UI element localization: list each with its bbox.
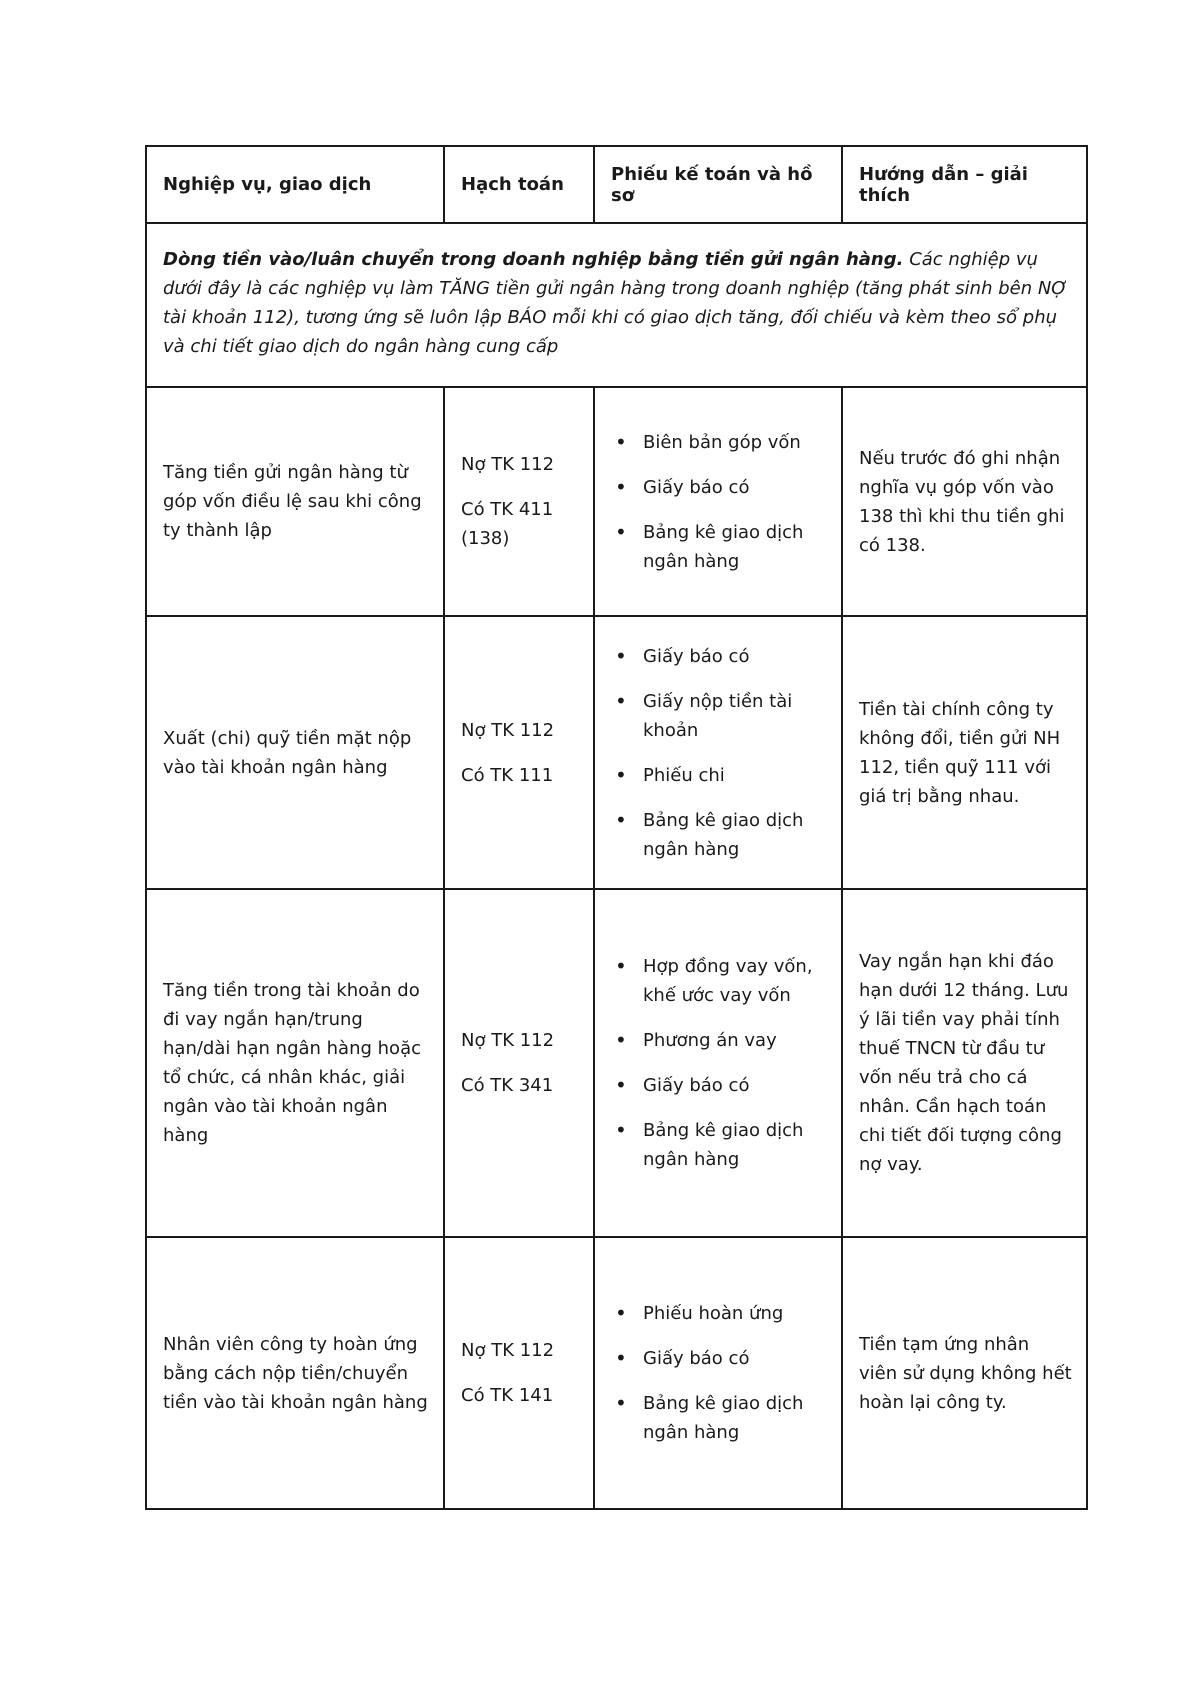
accounting-table	[145, 145, 1088, 1510]
document-item: • Phương án vay	[643, 1026, 827, 1055]
credit-entry: Có TK 141	[461, 1385, 554, 1406]
note-cell: Vay ngắn hạn khi đáo hạn dưới 12 tháng. Lưu ý lãi tiền vay phải tính thuế TNCN từ đầu tư vốn nếu trả cho cá nhân. Cần hạch toán chi tiết đối tượng công nợ vay.	[842, 889, 1087, 1237]
document-item: • Phiếu chi	[643, 761, 827, 790]
table-row	[146, 616, 1087, 889]
transaction-cell: Nhân viên công ty hoàn ứng bằng cách nộp tiền/chuyển tiền vào tài khoản ngân hàng	[146, 1237, 444, 1509]
document-item: • Giấy báo có	[643, 642, 827, 671]
documents-list	[611, 642, 827, 864]
accounting-cell	[444, 387, 594, 616]
header-accounting: Hạch toán	[444, 146, 594, 223]
table-row	[146, 387, 1087, 616]
table-row	[146, 889, 1087, 1237]
note-cell: Nếu trước đó ghi nhận nghĩa vụ góp vốn vào 138 thì khi thu tiền ghi có 138.	[842, 387, 1087, 616]
intro-row	[146, 223, 1087, 387]
note-cell: Tiền tạm ứng nhân viên sử dụng không hết hoàn lại công ty.	[842, 1237, 1087, 1509]
transaction-cell: Xuất (chi) quỹ tiền mặt nộp vào tài khoản ngân hàng	[146, 616, 444, 889]
header-guidance: Hướng dẫn – giải thích	[842, 146, 1087, 223]
debit-entry: Nợ TK 112	[461, 454, 555, 475]
document-item: • Bảng kê giao dịch ngân hàng	[643, 1116, 827, 1174]
documents-cell	[594, 889, 842, 1237]
intro-text	[146, 223, 1087, 387]
document-item: • Bảng kê giao dịch ngân hàng	[643, 518, 827, 576]
document-item: • Phiếu hoàn ứng	[643, 1299, 827, 1328]
document-item: • Giấy báo có	[643, 1344, 827, 1373]
document-item: • Bảng kê giao dịch ngân hàng	[643, 1389, 827, 1447]
table-row	[146, 1237, 1087, 1509]
credit-entry: Có TK 341	[461, 1075, 554, 1096]
document-item: • Giấy nộp tiền tài khoản	[643, 687, 827, 745]
credit-entry: Có TK 111	[461, 764, 554, 786]
debit-entry: Nợ TK 112	[461, 1340, 555, 1361]
document-item: • Giấy báo có	[643, 473, 827, 502]
debit-entry: Nợ TK 112	[461, 1030, 555, 1051]
document-item: • Biên bản góp vốn	[643, 428, 827, 457]
documents-list	[611, 952, 827, 1174]
documents-cell	[594, 387, 842, 616]
documents-cell	[594, 1237, 842, 1509]
debit-entry: Nợ TK 112	[461, 719, 555, 741]
intro-body: Các nghiệp vụ dưới đây là các nghiệp vụ làm TĂNG tiền gửi ngân hàng trong doanh nghiệp (tăng phát sinh bên NỢ tài khoản 112), tương ứng sẽ luôn lập BÁO mỗi khi có giao dịch tăng, đối chiếu và kèm theo sổ phụ và chi tiết giao dịch do ngân hàng cung cấp	[163, 249, 1068, 357]
credit-entry: Có TK 411 (138)	[461, 499, 554, 549]
documents-list	[611, 428, 827, 576]
transaction-cell: Tăng tiền gửi ngân hàng từ góp vốn điều lệ sau khi công ty thành lập	[146, 387, 444, 616]
header-documents: Phiếu kế toán và hồ sơ	[594, 146, 842, 223]
document-item: • Hợp đồng vay vốn, khế ước vay vốn	[643, 952, 827, 1010]
intro-bold: Dòng tiền vào/luân chuyển trong doanh nghiệp bằng tiền gửi ngân hàng.	[163, 249, 904, 270]
accounting-cell	[444, 889, 594, 1237]
documents-list	[611, 1299, 827, 1447]
table-header-row	[146, 146, 1087, 223]
documents-cell	[594, 616, 842, 889]
accounting-cell	[444, 616, 594, 889]
note-cell: Tiền tài chính công ty không đổi, tiền gửi NH 112, tiền quỹ 111 với giá trị bằng nhau.	[842, 616, 1087, 889]
accounting-cell	[444, 1237, 594, 1509]
transaction-cell: Tăng tiền trong tài khoản do đi vay ngắn hạn/trung hạn/dài hạn ngân hàng hoặc tổ chức, cá nhân khác, giải ngân vào tài khoản ngân hàng	[146, 889, 444, 1237]
document-item: • Giấy báo có	[643, 1071, 827, 1100]
document-item: • Bảng kê giao dịch ngân hàng	[643, 806, 827, 864]
header-transaction: Nghiệp vụ, giao dịch	[146, 146, 444, 223]
